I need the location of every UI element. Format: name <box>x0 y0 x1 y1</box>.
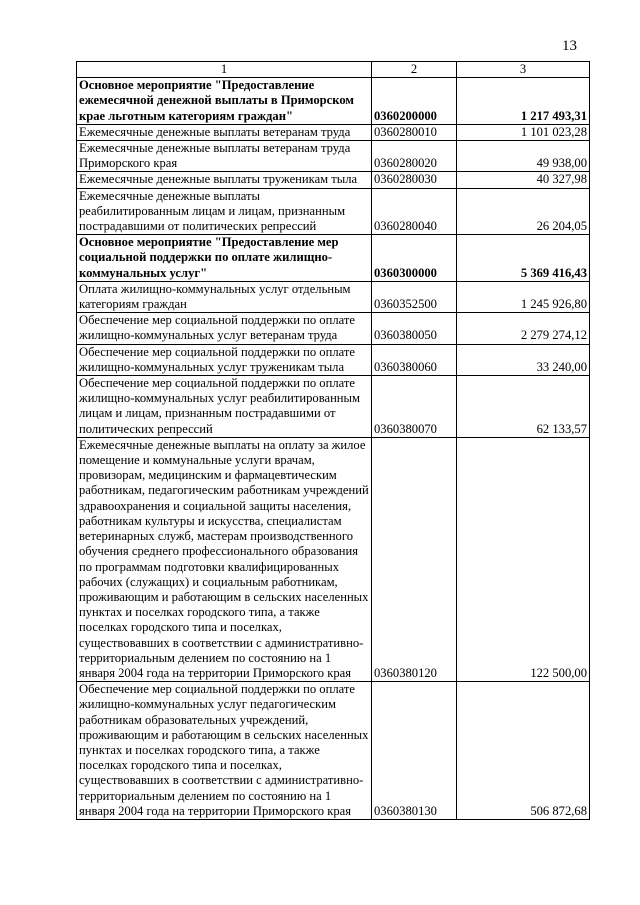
row-amount-cell: 122 500,00 <box>457 437 590 681</box>
row-name-cell: Основное мероприятие "Предоставление мер социальной поддержки по оплате жилищно-коммунальных услуг" <box>77 235 372 282</box>
table-row <box>77 437 590 681</box>
table-row <box>77 141 590 172</box>
row-code-cell: 0360380060 <box>372 344 457 375</box>
table-row-main-activity <box>77 235 590 282</box>
column-header-amount: 3 <box>457 62 590 78</box>
row-code-cell: 0360280040 <box>372 188 457 235</box>
table-row <box>77 172 590 188</box>
table-header-row <box>77 62 590 78</box>
row-code-cell: 0360380070 <box>372 376 457 438</box>
row-code-cell: 0360380120 <box>372 437 457 681</box>
row-code-cell: 0360300000 <box>372 235 457 282</box>
row-amount-cell: 5 369 416,43 <box>457 235 590 282</box>
table-row <box>77 313 590 344</box>
row-name-cell: Ежемесячные денежные выплаты труженикам тыла <box>77 172 372 188</box>
row-name-cell: Основное мероприятие "Предоставление ежемесячной денежной выплаты в Приморском крае льготным категориям граждан" <box>77 78 372 125</box>
column-header-name: 1 <box>77 62 372 78</box>
row-amount-cell: 33 240,00 <box>457 344 590 375</box>
row-amount-cell: 1 245 926,80 <box>457 281 590 312</box>
table-row <box>77 281 590 312</box>
row-name-cell: Обеспечение мер социальной поддержки по оплате жилищно-коммунальных услуг педагогическим работникам образовательных учреждений, проживающим и работающим в сельских населенных пунктах и поселках городского типа, а также поселках городского типа и поселках, существовавших в соответствии с административно-территориальным делением по состоянию на 1 января 2004 года на территории Приморского края <box>77 682 372 820</box>
row-code-cell: 0360280020 <box>372 141 457 172</box>
row-name-cell: Оплата жилищно-коммунальных услуг отдельным категориям граждан <box>77 281 372 312</box>
table-row-main-activity <box>77 78 590 125</box>
row-amount-cell: 2 279 274,12 <box>457 313 590 344</box>
budget-table <box>76 61 590 820</box>
row-name-cell: Обеспечение мер социальной поддержки по оплате жилищно-коммунальных услуг реабилитированным лицам и лицам, признанным пострадавшими от политических репрессий <box>77 376 372 438</box>
row-name-cell: Ежемесячные денежные выплаты ветеранам труда Приморского края <box>77 141 372 172</box>
row-name-cell: Обеспечение мер социальной поддержки по оплате жилищно-коммунальных услуг труженикам тыла <box>77 344 372 375</box>
table-row <box>77 124 590 140</box>
column-header-code: 2 <box>372 62 457 78</box>
row-amount-cell: 26 204,05 <box>457 188 590 235</box>
row-name-cell: Ежемесячные денежные выплаты ветеранам труда <box>77 124 372 140</box>
row-amount-cell: 1 101 023,28 <box>457 124 590 140</box>
row-code-cell: 0360280030 <box>372 172 457 188</box>
row-code-cell: 0360200000 <box>372 78 457 125</box>
row-amount-cell: 40 327,98 <box>457 172 590 188</box>
row-code-cell: 0360352500 <box>372 281 457 312</box>
row-code-cell: 0360380050 <box>372 313 457 344</box>
row-code-cell: 0360280010 <box>372 124 457 140</box>
table-row <box>77 188 590 235</box>
page-number: 13 <box>562 38 577 54</box>
row-amount-cell: 1 217 493,31 <box>457 78 590 125</box>
row-name-cell: Ежемесячные денежные выплаты на оплату за жилое помещение и коммунальные услуги врачам, провизорам, медицинским и фармацевтическим работникам, педагогическим работникам учреждений здравоохранения и социальной защиты населения, работникам культуры и искусства, специалистам ветеринарных служб, мастерам производственного обучения среднего профессионального образования по программам подготовки квалифицированных рабочих (служащих) и социальным работникам, проживающим и работающим в сельских населенных пунктах и поселках городского типа, а также поселках городского типа и поселках, существовавших в соответствии с административно-территориальным делением по состоянию на 1 января 2004 года на территории Приморского края <box>77 437 372 681</box>
table-body <box>77 62 590 820</box>
row-name-cell: Ежемесячные денежные выплаты реабилитированным лицам и лицам, признанным пострадавшими от политических репрессий <box>77 188 372 235</box>
table-row <box>77 344 590 375</box>
row-amount-cell: 49 938,00 <box>457 141 590 172</box>
row-name-cell: Обеспечение мер социальной поддержки по оплате жилищно-коммунальных услуг ветеранам труда <box>77 313 372 344</box>
row-code-cell: 0360380130 <box>372 682 457 820</box>
table-row <box>77 682 590 820</box>
table-row <box>77 376 590 438</box>
row-amount-cell: 62 133,57 <box>457 376 590 438</box>
row-amount-cell: 506 872,68 <box>457 682 590 820</box>
